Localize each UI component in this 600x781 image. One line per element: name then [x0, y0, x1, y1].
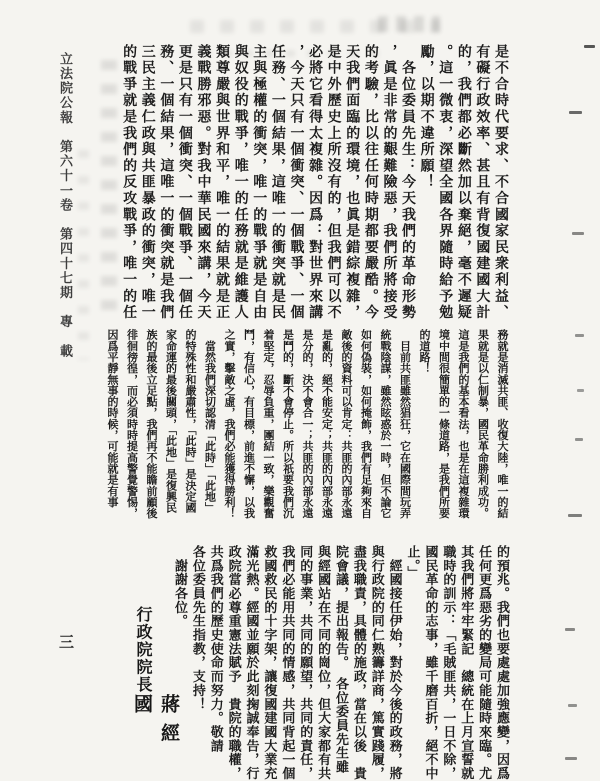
text-column: 務就是消滅共匪、收復大陸，唯一的結: [496, 329, 508, 519]
gazette-sidebar-title: 立法院公報 第六十一卷 第四十七期 專 載: [58, 52, 73, 359]
speech-text-middle-block: [100, 329, 510, 519]
text-column: 必將它看得太複雜。因爲：對世界來講: [307, 44, 323, 322]
text-column: 共爲我們的歷史使命而努力。敬請: [208, 545, 224, 753]
margin-mark: [575, 438, 583, 441]
text-column: 與奴役的戰爭，唯一的任務就是維護人: [232, 44, 248, 322]
text-column: 是分的，決不會合一；共匪的內部永遠: [301, 329, 313, 519]
text-column: 徘徊徬徨，而必須時時提高警覺警惕，: [125, 329, 138, 519]
text-column: 統戰陰謀，雖然眩惑於一時，但不論它: [379, 329, 391, 519]
text-column: 境中間很簡單的一條道路，是我們所要: [437, 329, 450, 519]
text-column: 有礙行政效率、甚且有背復國建國大計: [474, 44, 490, 322]
text-column: 務、一個結果，這唯一的衝突就是我們: [158, 44, 174, 322]
text-column: 與行政院的同仁熟籌詳商，篤實踐履，: [369, 545, 385, 781]
text-column: 是中外歷史上所沒有的，但我們可以不: [325, 44, 341, 322]
text-column: 。這一微衷，深望全國各界隨時給予勉: [437, 44, 453, 322]
ink-bleed-smudge: [378, 16, 440, 32]
text-column: 這是我們的基本看法，也是在這複雜環: [457, 329, 469, 519]
text-column: 當然我們深切認清「此時」「此地」: [203, 329, 216, 514]
margin-mark: [568, 704, 577, 707]
ink-bleed-smudge: [78, 150, 89, 360]
margin-mark: [584, 45, 595, 48]
text-column: 的考驗，比以往任何時期都要嚴酷。今: [362, 44, 378, 322]
text-column: 因爲平靜無事的時候，可能就是有事: [106, 329, 118, 508]
text-column: 職時的訓示：「毛賊匪共，一日不除，: [441, 545, 457, 781]
text-column: 目前共匪雖然猖狂，它在國際間玩弄: [398, 329, 411, 519]
ink-bleed-smudge: [101, 60, 117, 312]
text-column: 更是只有一個衝突、一個戰爭、一個任: [176, 44, 192, 322]
text-column: 是鬥的，斷不會停止。所以祇要我們沉: [281, 329, 294, 519]
text-column: 止。」: [405, 545, 421, 581]
text-column: 的預兆。我們也要處處加強應變，因爲: [495, 545, 510, 781]
text-column: 三民主義仁政與共匪暴政的衝突，唯一: [139, 44, 155, 322]
text-column: 與經國站在不同的崗位，但大家都有共: [316, 545, 332, 781]
text-column: 類尊嚴與世界和平，唯一的結果就是正: [214, 44, 230, 322]
text-column: 之實，擊敵之虛，我們必能獲得勝利！: [223, 329, 235, 519]
text-column: 主與極權的衝突，唯一的戰爭就是自由: [251, 44, 267, 322]
text-column: 政院當必尊重憲法賦予 貴院的職權，: [226, 545, 242, 781]
text-column: ，眞是非常的艱難險惡，我們所將接受: [381, 44, 397, 322]
text-column: 敵後的資料可以肯定：共匪的內部永遠: [340, 329, 352, 519]
text-column: 我們必能用共同的情感，共同背起一個: [280, 545, 296, 781]
text-column: 救國救民的十字架，讓復國建國大業充: [262, 545, 278, 781]
margin-mark: [565, 757, 577, 760]
text-column: 族的最後立足點，我們再不能瞻前顧後: [145, 329, 157, 519]
text-column: 院會議，提出報告。 各位委員先生雖: [333, 545, 349, 774]
text-column: 的戰爭就是我們的反攻戰爭，唯一的任: [121, 44, 137, 322]
text-column: 着堅定，忍辱負重，團結一致，樂觀奮: [262, 329, 274, 519]
text-column: 天我們面臨的環境，也眞是錯綜複雜，: [344, 44, 360, 322]
margin-mark: [572, 232, 584, 235]
text-column: 盡我職責，具體的施政，當在以後 貴: [351, 545, 367, 781]
text-column: 義戰勝邪惡。對我中華民國來講，今天: [195, 44, 211, 322]
signature-name: 蔣經國: [131, 694, 179, 752]
text-column: 任何更爲惡劣的變局可能隨時來臨。尤: [477, 545, 493, 781]
text-column: 同的事業，共同的願望，共同的責任，: [298, 545, 314, 781]
text-column: 謝謝各位。: [172, 545, 188, 629]
margin-mark: [569, 111, 582, 114]
text-column: 是亂的，絕不能安定；共匪的內部永遠: [320, 329, 333, 519]
text-column: 鬥，有信心，有目標，前進不懈，以我: [242, 329, 255, 519]
text-column: 其我們將牢牢緊記 總統在上月宣誓就: [459, 545, 475, 781]
text-column: 的特殊性和嚴肅性，「此時」是決定國: [184, 329, 196, 514]
signature-office-title: 行政院院長: [134, 606, 151, 694]
speech-text-bottom-block: [172, 545, 512, 781]
ink-bleed-smudge: [190, 20, 440, 33]
text-column: 各位委員先生：今天我們的革命形勢: [400, 44, 416, 322]
text-column: ，今天只有一個衝突、一個戰爭、一個: [288, 44, 304, 322]
text-column: 各位委員先生指教，支持！: [190, 545, 206, 712]
text-column: 果就是以仁制暴，國民革命勝利成功。: [476, 329, 489, 519]
speech-text-top-block: [116, 44, 510, 322]
text-column: 經國接任伊始，對於今後的政務，將: [387, 545, 403, 781]
text-column: 滿光熱。經國並願於此刻掬誠奉告，行: [244, 545, 260, 781]
text-column: 如何偽裝，如何掩飾，我們有足夠來自: [359, 329, 372, 519]
text-column: 任務、一個結果，這唯一的衝突就是民: [269, 44, 285, 322]
page-number: 三: [57, 634, 73, 649]
margin-mark: [565, 628, 575, 631]
text-column: 家命運的最後關頭，「此地」是復興民: [164, 329, 177, 514]
text-column: 的，我們都必斷然加以棄絕，毫不遲疑: [455, 44, 471, 322]
text-column: 勵，以期不違所願！: [418, 44, 434, 191]
text-column: 的道路！: [418, 329, 430, 374]
margin-mark: [575, 334, 584, 337]
margin-mark: [577, 389, 584, 392]
text-column: 是不合時代要求、不合國家民衆利益、: [493, 44, 508, 322]
margin-mark: [568, 514, 582, 517]
text-column: 國民革命的志事，雖千磨百折，絕不中: [423, 545, 439, 781]
